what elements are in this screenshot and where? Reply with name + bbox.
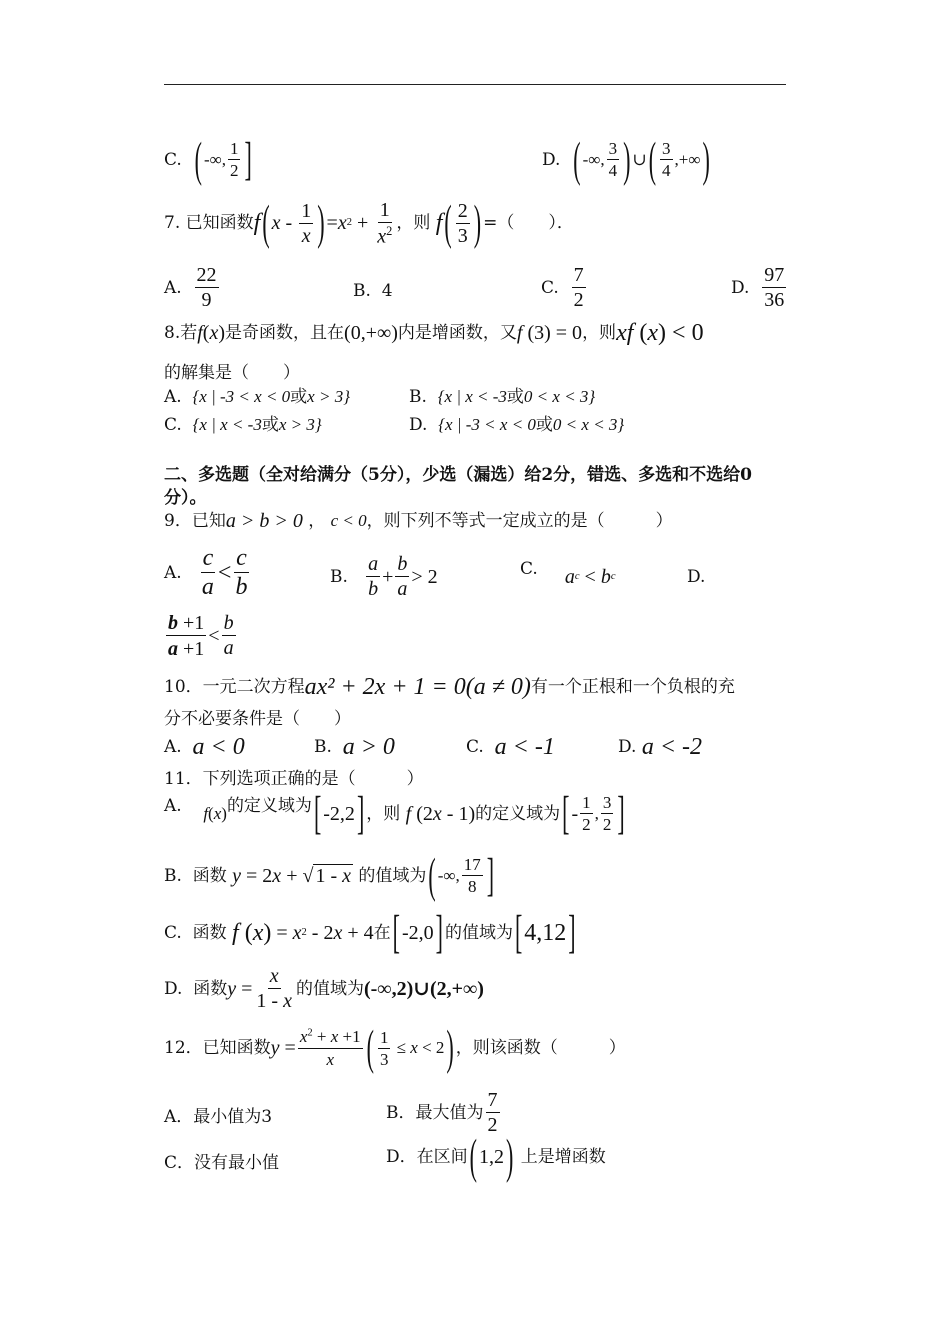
q9-option-c: C. a c < b c (520, 559, 616, 588)
q10-option-a: A. a < 0 (164, 734, 245, 760)
q9-option-d: $\frac{b +1}{a +1}$ < $\frac{b}{a}$ (168, 612, 234, 660)
q12-option-c: C．没有最小值 (164, 1153, 280, 1173)
q7-option-a: A. $\frac{22}{9}$ (164, 264, 217, 311)
q9-option-d-label: D. (687, 567, 706, 587)
q11-option-c: C. 函数 f ( x ) = x 2 - 2 x + 4 在 [ -2,0 ] 的值域为 [ 4,12 ] (164, 905, 576, 959)
q8-option-a: A. {x | -3 < x < 0或x > 3} (164, 387, 350, 407)
q11-option-b: B. 函数 y = 2 x + √ 1 - x 的值域为 ( -∞, $\frac{17}{8}$ ] (164, 846, 495, 902)
q11-option-a: A. f ( x ) 的定义域为 [ -2,2 ] ，则 f (2 x - 1) 的定义域为 [ - $\frac{1}{2}$ , $\frac{3}{2}$ ] (164, 786, 625, 839)
section-2-heading-line1: 二、多选题（全对给满分（5分），少选（漏选）给2分，错选、多选和不选给0 (164, 465, 752, 485)
q10-option-c: C. a < -1 (466, 734, 555, 760)
q8-option-b: B. {x | x < -3或0 < x < 3} (409, 387, 596, 407)
q10-line2: 分不必要条件是（ ） (164, 709, 351, 729)
question-7: 7. 已知函数 f ( x - $\frac{1}{x}$ ) = x 2 + $\frac{1}{x^2}$ ，则 f ( $\frac{2}{3}$ ) =（ ）． (164, 194, 574, 250)
q6-option-c: C. ( -∞, $\frac{1}{2}$ ] (164, 130, 252, 186)
q10-option-b: B. a > 0 (314, 734, 395, 760)
question-12: 12．已知函数 y = $\frac{x^2 + x +1}{x}$ ( $\frac{1}{3}$ ≤ x < 2 ) ，则该函数（ ） (164, 1019, 626, 1075)
q12-option-d: D．在区间 ( 1,2 ) 上是增函数 (386, 1128, 606, 1184)
q6-option-d: D. ( -∞, $\frac{3}{4}$ ) ∪ ( $\frac{3}{4}$ ,+∞ ) (542, 130, 710, 186)
q9-option-a: A. $\frac{c}{a}$ < $\frac{c}{b}$ (164, 545, 248, 600)
q7-option-b: B. 4 (353, 281, 393, 301)
q9-option-b: B. $\frac{a}{b}$ + $\frac{b}{a}$ > 2 (330, 553, 438, 600)
header-rule (164, 84, 786, 85)
q12-option-b: B．最大值为 $\frac{7}{2}$ (386, 1089, 498, 1136)
q8-line2: 的解集是（ ） (164, 363, 300, 383)
q7-option-c: C. $\frac{7}{2}$ (541, 264, 584, 311)
q7-option-d: D. $\frac{97}{36}$ (731, 264, 785, 311)
question-11: 11．下列选项正确的是（ ） (164, 769, 424, 789)
q12-option-a: A．最小值为3 (164, 1107, 273, 1127)
question-10: 10．一元二次方程 ax² + 2x + 1 = 0(a ≠ 0) 有一个正根和一个负根的充 (164, 674, 735, 700)
q10-option-d: D. a < -2 (618, 734, 703, 760)
q8-option-c: C. {x | x < -3或x > 3} (164, 415, 322, 435)
section-2-heading-line2: 分）。 (164, 488, 207, 508)
q8-option-d: D. {x | -3 < x < 0或0 < x < 3} (409, 415, 625, 435)
q11-option-d: D. 函数 y = $\frac{x}{1 - x}$ 的值域为 (-∞,2)∪(2,+∞) (164, 965, 484, 1012)
question-9: 9．已知 a > b > 0 ， c < 0 ，则下列不等式一定成立的是（ ） (164, 510, 673, 532)
question-8: 8.若 f ( x ) 是奇函数，且在 (0,+∞) 内是增函数，又 f (3) = 0 ，则 xf ( x ) < 0 (164, 320, 704, 346)
